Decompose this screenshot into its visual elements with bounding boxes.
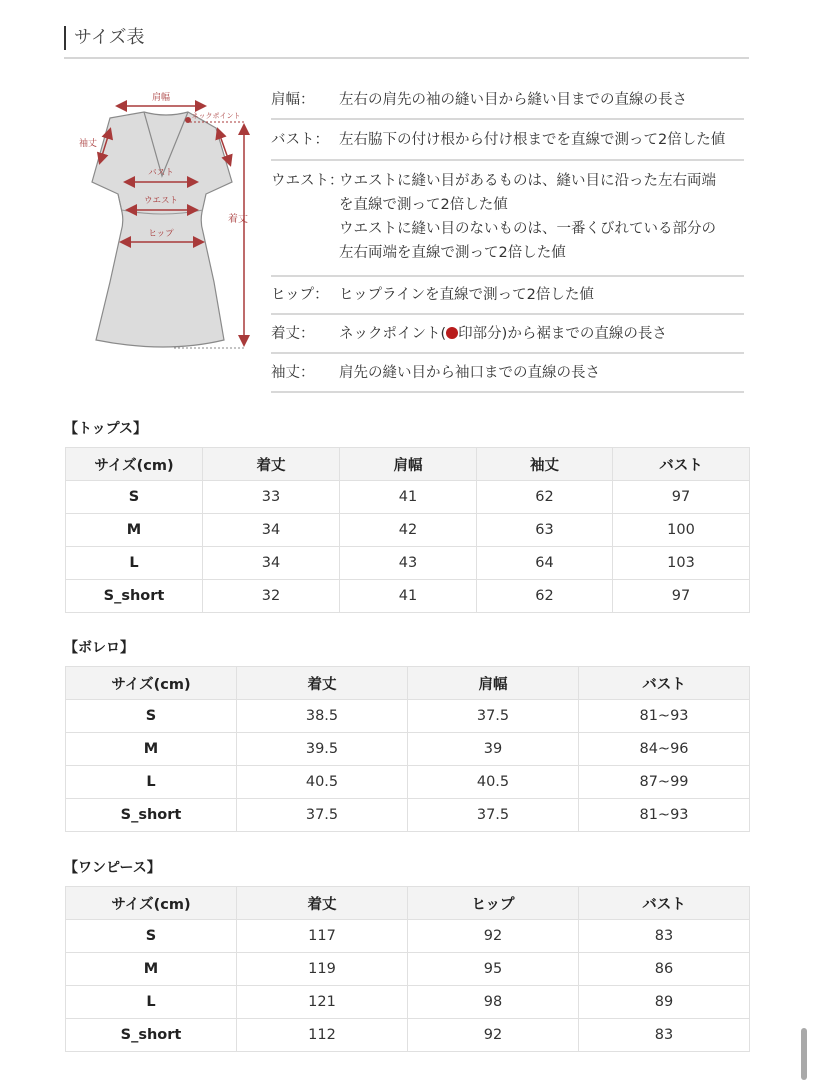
column-header: バスト bbox=[613, 448, 750, 481]
table-cell: 83 bbox=[579, 1019, 750, 1052]
table-cell: 34 bbox=[203, 547, 340, 580]
vertical-scrollbar[interactable] bbox=[801, 1028, 807, 1080]
table-cell: 43 bbox=[340, 547, 477, 580]
table-cell: 64 bbox=[477, 547, 613, 580]
table-cell: 39.5 bbox=[237, 733, 408, 766]
definition-term: 肩幅： bbox=[271, 92, 315, 108]
size-cell: S_short bbox=[66, 799, 237, 832]
column-header: 肩幅 bbox=[408, 667, 579, 700]
svg-text:バスト: バスト bbox=[148, 168, 174, 178]
table-cell: 119 bbox=[237, 953, 408, 986]
column-header: ヒップ bbox=[408, 887, 579, 920]
column-header: 肩幅 bbox=[340, 448, 477, 481]
definition-term: 着丈： bbox=[271, 325, 315, 342]
table-row bbox=[66, 1019, 750, 1052]
table-cell: 40.5 bbox=[408, 766, 579, 799]
column-header: サイズ(cm) bbox=[66, 887, 237, 920]
size-cell: S_short bbox=[66, 580, 203, 613]
definition-desc bbox=[339, 169, 744, 265]
table-row bbox=[66, 481, 750, 514]
definition-bust bbox=[271, 120, 744, 161]
table-header-row bbox=[66, 448, 750, 481]
definition-sleeve bbox=[271, 354, 744, 393]
table-header-row bbox=[66, 887, 750, 920]
table-cell: 117 bbox=[237, 920, 408, 953]
table-cell: 87~99 bbox=[579, 766, 750, 799]
table-row bbox=[66, 580, 750, 613]
definition-line: を直線で測って2倍した値 bbox=[339, 197, 508, 213]
table-cell: 41 bbox=[340, 580, 477, 613]
definition-line: 左右両端を直線で測って2倍した値 bbox=[339, 245, 566, 261]
table-cell: 86 bbox=[579, 953, 750, 986]
size-table-tops bbox=[65, 447, 750, 613]
table-row bbox=[66, 953, 750, 986]
definition-text: ネックポイント( bbox=[339, 325, 447, 342]
size-cell: S bbox=[66, 700, 237, 733]
definition-desc: 左右脇下の付け根から付け根までを直線で測って2倍した値 bbox=[339, 131, 726, 148]
table-cell: 41 bbox=[340, 481, 477, 514]
definition-desc bbox=[339, 322, 744, 346]
table-cell: 89 bbox=[579, 986, 750, 1019]
table-cell: 63 bbox=[477, 514, 613, 547]
table-cell: 62 bbox=[477, 580, 613, 613]
svg-text:ネックポイント: ネックポイント bbox=[191, 112, 241, 120]
table-header-row bbox=[66, 667, 750, 700]
table-cell: 112 bbox=[237, 1019, 408, 1052]
definition-term: ヒップ： bbox=[271, 287, 329, 303]
svg-text:着丈: 着丈 bbox=[228, 214, 248, 225]
column-header: バスト bbox=[579, 887, 750, 920]
definition-waist bbox=[271, 161, 744, 277]
table-row bbox=[66, 986, 750, 1019]
table-cell: 95 bbox=[408, 953, 579, 986]
size-cell: M bbox=[66, 733, 237, 766]
column-header: 袖丈 bbox=[477, 448, 613, 481]
page-title: サイズ表 bbox=[64, 26, 145, 50]
size-table-onepiece bbox=[65, 886, 750, 1052]
size-cell: S bbox=[66, 481, 203, 514]
table-row bbox=[66, 733, 750, 766]
column-header: サイズ(cm) bbox=[66, 667, 237, 700]
table-cell: 38.5 bbox=[237, 700, 408, 733]
size-cell: S_short bbox=[66, 1019, 237, 1052]
table-row bbox=[66, 920, 750, 953]
measurement-definitions bbox=[271, 82, 744, 393]
svg-text:ウエスト: ウエスト bbox=[143, 196, 179, 206]
table-cell: 121 bbox=[237, 986, 408, 1019]
table-cell: 37.5 bbox=[408, 700, 579, 733]
column-header: 着丈 bbox=[203, 448, 340, 481]
definition-term: バスト： bbox=[271, 131, 329, 148]
definition-term: ウエスト： bbox=[271, 173, 344, 189]
table-cell: 98 bbox=[408, 986, 579, 1019]
definition-desc: 肩先の縫い目から袖口までの直線の長さ bbox=[339, 364, 600, 381]
size-cell: L bbox=[66, 986, 237, 1019]
table-cell: 32 bbox=[203, 580, 340, 613]
table-cell: 97 bbox=[613, 580, 750, 613]
definition-line: ウエストに縫い目のないものは、一番くびれている部分の bbox=[339, 221, 716, 237]
definition-desc: 左右の肩先の袖の縫い目から縫い目までの直線の長さ bbox=[339, 92, 687, 108]
column-header: 着丈 bbox=[237, 887, 408, 920]
title-divider bbox=[64, 57, 749, 59]
table-cell: 84~96 bbox=[579, 733, 750, 766]
table-row bbox=[66, 547, 750, 580]
table-cell: 97 bbox=[613, 481, 750, 514]
table-cell: 39 bbox=[408, 733, 579, 766]
table-cell: 100 bbox=[613, 514, 750, 547]
table-row bbox=[66, 514, 750, 547]
size-cell: S bbox=[66, 920, 237, 953]
table-cell: 34 bbox=[203, 514, 340, 547]
garment-measurement-diagram bbox=[66, 82, 262, 362]
size-cell: L bbox=[66, 766, 237, 799]
size-cell: M bbox=[66, 953, 237, 986]
section-label-bolero: 【ボレロ】 bbox=[64, 640, 134, 656]
table-cell: 33 bbox=[203, 481, 340, 514]
table-cell: 103 bbox=[613, 547, 750, 580]
table-cell: 37.5 bbox=[408, 799, 579, 832]
table-cell: 92 bbox=[408, 920, 579, 953]
table-cell: 62 bbox=[477, 481, 613, 514]
size-cell: M bbox=[66, 514, 203, 547]
size-table-bolero bbox=[65, 666, 750, 832]
svg-text:肩幅: 肩幅 bbox=[151, 93, 171, 103]
definition-term: 袖丈： bbox=[271, 364, 315, 381]
table-cell: 83 bbox=[579, 920, 750, 953]
svg-text:袖丈: 袖丈 bbox=[78, 139, 98, 149]
table-cell: 37.5 bbox=[237, 799, 408, 832]
section-label-tops: 【トップス】 bbox=[64, 421, 148, 437]
table-row bbox=[66, 766, 750, 799]
table-row bbox=[66, 799, 750, 832]
table-cell: 40.5 bbox=[237, 766, 408, 799]
red-dot-icon bbox=[446, 327, 458, 339]
definition-text: 印部分)から裾までの直線の長さ bbox=[458, 325, 667, 342]
definition-hip bbox=[271, 277, 744, 315]
definition-desc: ヒップラインを直線で測って2倍した値 bbox=[339, 287, 594, 303]
table-cell: 81~93 bbox=[579, 799, 750, 832]
table-cell: 92 bbox=[408, 1019, 579, 1052]
size-cell: L bbox=[66, 547, 203, 580]
svg-text:ヒップ: ヒップ bbox=[148, 229, 174, 239]
definition-length bbox=[271, 315, 744, 354]
column-header: 着丈 bbox=[237, 667, 408, 700]
column-header: バスト bbox=[579, 667, 750, 700]
section-label-onepiece: 【ワンピース】 bbox=[64, 860, 161, 876]
table-row bbox=[66, 700, 750, 733]
table-cell: 81~93 bbox=[579, 700, 750, 733]
definition-line: ウエストに縫い目があるものは、縫い目に沿った左右両端 bbox=[339, 173, 716, 189]
column-header: サイズ(cm) bbox=[66, 448, 203, 481]
definition-shoulder bbox=[271, 82, 744, 120]
table-cell: 42 bbox=[340, 514, 477, 547]
